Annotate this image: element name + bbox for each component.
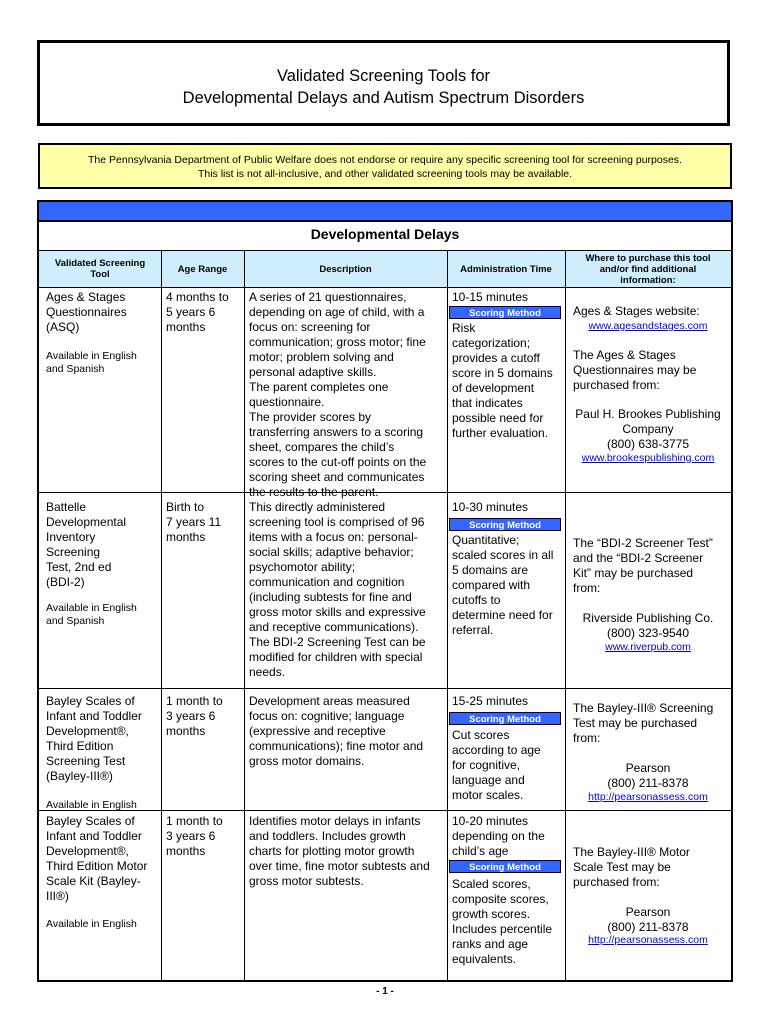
- age-range: 1 month to: [166, 814, 223, 828]
- age-range: 3 years 6: [166, 829, 216, 843]
- language-availability: Available in English: [46, 799, 137, 811]
- purchase-text: and the “BDI-2 Screener: [573, 551, 704, 565]
- purchase-text: from:: [573, 581, 601, 595]
- row-divider: [39, 492, 731, 493]
- description-text: modified for children with special: [249, 650, 423, 664]
- purchase-text: from:: [573, 731, 601, 745]
- title-line-1: Validated Screening Tools for: [276, 67, 491, 85]
- age-range: 4 months to: [166, 290, 229, 304]
- description-text: over time, fine motor subtests and: [249, 859, 430, 873]
- scoring-text: language and: [452, 773, 525, 787]
- description-text: screening tool is comprised of 96: [249, 515, 425, 529]
- purchase-link[interactable]: www.agesandstages.com: [588, 320, 708, 332]
- scoring-text: Includes percentile: [452, 922, 553, 936]
- tool-name: Test, 2nd ed: [46, 560, 112, 574]
- scoring-text: Scaled scores,: [452, 877, 531, 891]
- purchase-text: Scale Test may be: [573, 860, 671, 874]
- scoring-method-label: Scoring Method: [449, 860, 561, 873]
- tool-name: Third Edition: [46, 739, 114, 753]
- tool-name: Screening Test: [46, 754, 126, 768]
- scoring-text: Quantitative;: [452, 533, 520, 547]
- scoring-text: growth scores.: [452, 907, 531, 921]
- scoring-text: further evaluation.: [452, 426, 549, 440]
- column-divider: [161, 250, 162, 982]
- description-text: the results to the parent.: [249, 485, 379, 499]
- purchase-text: The Bayley-III® Motor: [573, 845, 690, 859]
- tool-name: Development®,: [46, 724, 129, 738]
- description-text: and receptive communications).: [249, 620, 419, 634]
- description-text: The provider scores by: [249, 410, 372, 424]
- purchase-link[interactable]: www.brookespublishing.com: [581, 452, 715, 464]
- description-text: The BDI-2 Screening Test can be: [249, 635, 426, 649]
- description-text: Identifies motor delays in infants: [249, 814, 421, 828]
- age-range: Birth to: [166, 500, 205, 514]
- scoring-text: 5 domains are: [452, 563, 529, 577]
- description-text: communications); fine motor and: [249, 739, 424, 753]
- description-text: Development areas measured: [249, 694, 410, 708]
- notice-line-1: The Pennsylvania Department of Public Welfare does not endorse or require any specific screening tool for screening purposes.: [88, 154, 682, 166]
- scoring-text: categorization;: [452, 336, 531, 350]
- admin-time: 10-30 minutes: [452, 500, 529, 514]
- purchase-text: The Bayley-III® Screening: [573, 701, 714, 715]
- description-text: focus on: cognitive; language: [249, 709, 405, 723]
- language-availability: and Spanish: [46, 363, 105, 375]
- admin-time: child’s age: [452, 844, 509, 858]
- purchase-text: purchased from:: [573, 378, 660, 392]
- age-range: months: [166, 844, 206, 858]
- purchase-text: (800) 211-8378: [607, 920, 689, 934]
- tool-name: Third Edition Motor: [46, 859, 148, 873]
- scoring-text: for cognitive,: [452, 758, 521, 772]
- scoring-text: referral.: [452, 623, 494, 637]
- description-text: depending on age of child, with a: [249, 305, 425, 319]
- admin-time: 10-20 minutes: [452, 814, 529, 828]
- language-availability: and Spanish: [46, 615, 105, 627]
- notice-line-2: This list is not all-inclusive, and other validated screening tools may be available.: [197, 168, 573, 180]
- description-text: psychomotor ability;: [249, 560, 356, 574]
- purchase-text: Paul H. Brookes Publishing: [575, 407, 721, 421]
- description-text: questionnaire.: [249, 395, 325, 409]
- age-range: months: [166, 724, 206, 738]
- purchase-text: The “BDI-2 Screener Test”: [573, 536, 713, 550]
- description-text: gross motor subtests.: [249, 874, 364, 888]
- scoring-method-label: Scoring Method: [449, 306, 561, 319]
- tool-name: Battelle: [46, 500, 87, 514]
- description-text: (expressive and receptive: [249, 724, 386, 738]
- header-purchase: Where to purchase this tool and/or find additional information:: [585, 252, 711, 286]
- section-title: Developmental Delays: [310, 226, 460, 242]
- title-box: [37, 40, 730, 126]
- header-description: Description: [319, 263, 372, 275]
- scoring-text: cutoffs to: [452, 593, 501, 607]
- description-text: charts for plotting motor growth: [249, 844, 415, 858]
- age-range: months: [166, 530, 206, 544]
- scoring-text: determine need for: [452, 608, 553, 622]
- description-text: needs.: [249, 665, 286, 679]
- scoring-method-label: Scoring Method: [449, 518, 561, 531]
- tool-name: (BDI-2): [46, 575, 85, 589]
- scoring-text: possible need for: [452, 411, 544, 425]
- description-text: transferring answers to a scoring: [249, 425, 424, 439]
- screening-tools-table: [37, 200, 733, 982]
- tool-name: Screening: [46, 545, 101, 559]
- description-text: sheet, compares the child’s: [249, 440, 395, 454]
- scoring-text: ranks and age: [452, 937, 529, 951]
- description-text: social skills; adaptive behavior;: [249, 545, 414, 559]
- purchase-link[interactable]: www.riverpub.com: [605, 641, 691, 653]
- purchase-text: (800) 323-9540: [606, 626, 690, 640]
- purchase-text: The Ages & Stages: [573, 348, 676, 362]
- age-range: months: [166, 320, 206, 334]
- description-text: A series of 21 questionnaires,: [249, 290, 407, 304]
- admin-time: 10-15 minutes: [452, 290, 529, 304]
- scoring-text: compared with: [452, 578, 531, 592]
- description-text: communication; gross motor; fine: [249, 335, 426, 349]
- purchase-text: Riverside Publishing Co.: [582, 611, 714, 625]
- age-range: 1 month to: [166, 694, 223, 708]
- tool-name: Development®,: [46, 844, 129, 858]
- purchase-text: Kit” may be purchased: [573, 566, 694, 580]
- description-text: The parent completes one: [249, 380, 389, 394]
- description-text: scoring sheet and communicates: [249, 470, 425, 484]
- purchase-link[interactable]: http://pearsonassess.com: [588, 934, 708, 946]
- tool-name: Developmental: [46, 515, 127, 529]
- description-text: This directly administered: [249, 500, 386, 514]
- language-availability: Available in English: [46, 350, 137, 362]
- language-availability: Available in English: [46, 918, 137, 930]
- age-range: 3 years 6: [166, 709, 216, 723]
- scoring-text: scaled scores in all: [452, 548, 554, 562]
- purchase-text: purchased from:: [573, 875, 660, 889]
- language-availability: Available in English: [46, 602, 137, 614]
- page-number: - 1 -: [376, 986, 394, 997]
- tool-name: Scale Kit (Bayley-: [46, 874, 141, 888]
- scoring-text: score in 5 domains: [452, 366, 553, 380]
- table-header-bar: [39, 202, 731, 222]
- purchase-text: (800) 211-8378: [607, 776, 689, 790]
- column-divider: [244, 250, 245, 982]
- description-text: communication and cognition: [249, 575, 405, 589]
- description-text: (including subtests for fine and: [249, 590, 412, 604]
- tool-name: Inventory: [46, 530, 96, 544]
- purchase-text: (800) 638-3775: [606, 437, 690, 451]
- tool-name: Bayley Scales of: [46, 694, 135, 708]
- scoring-text: according to age: [452, 743, 541, 757]
- tool-name: Bayley Scales of: [46, 814, 135, 828]
- description-text: scores to the cut-off points on the: [249, 455, 427, 469]
- header-tool: Validated Screening Tool: [54, 258, 146, 280]
- description-text: focus on: screening for: [249, 320, 371, 334]
- description-text: gross motor skills and expressive: [249, 605, 426, 619]
- admin-time: 15-25 minutes: [452, 694, 529, 708]
- description-text: personal adaptive skills.: [249, 365, 377, 379]
- scoring-text: provides a cutoff: [452, 351, 540, 365]
- scoring-text: Cut scores: [452, 728, 510, 742]
- scoring-text: motor scales.: [452, 788, 524, 802]
- purchase-text: Test may be purchased: [573, 716, 698, 730]
- description-text: gross motor domains.: [249, 754, 365, 768]
- tool-name: Questionnaires: [46, 305, 127, 319]
- purchase-text: Pearson: [625, 761, 671, 775]
- tool-name: (ASQ): [46, 320, 80, 334]
- purchase-text: Pearson: [625, 905, 671, 919]
- purchase-link[interactable]: http://pearsonassess.com: [588, 791, 708, 803]
- header-admin-time: Administration Time: [460, 263, 552, 275]
- column-divider: [447, 250, 448, 982]
- column-header-row: [39, 250, 731, 288]
- scoring-text: equivalents.: [452, 952, 517, 966]
- description-text: items with a focus on: personal-: [249, 530, 418, 544]
- tool-name: (Bayley-III®): [46, 769, 113, 783]
- scoring-text: Risk: [452, 321, 476, 335]
- row-divider: [39, 688, 731, 689]
- header-age: Age Range: [177, 263, 228, 275]
- disclaimer-notice: [38, 143, 732, 189]
- row-divider: [39, 810, 731, 811]
- purchase-text: Ages & Stages website:: [573, 304, 700, 318]
- scoring-text: that indicates: [452, 396, 523, 410]
- age-range: 5 years 6: [166, 305, 216, 319]
- scoring-method-label: Scoring Method: [449, 712, 561, 725]
- age-range: 7 years 11: [166, 515, 222, 529]
- scoring-text: composite scores,: [452, 892, 549, 906]
- title-line-2: Developmental Delays and Autism Spectrum Disorders: [182, 89, 585, 107]
- purchase-text: Questionnaires may be: [573, 363, 697, 377]
- tool-name: Ages & Stages: [46, 290, 126, 304]
- scoring-text: of development: [452, 381, 535, 395]
- purchase-text: Company: [622, 422, 674, 436]
- admin-time: depending on the: [452, 829, 545, 843]
- description-text: and toddlers. Includes growth: [249, 829, 406, 843]
- tool-name: Infant and Toddler: [46, 709, 142, 723]
- tool-name: Infant and Toddler: [46, 829, 142, 843]
- description-text: motor; problem solving and: [249, 350, 394, 364]
- tool-name: III®): [46, 889, 69, 903]
